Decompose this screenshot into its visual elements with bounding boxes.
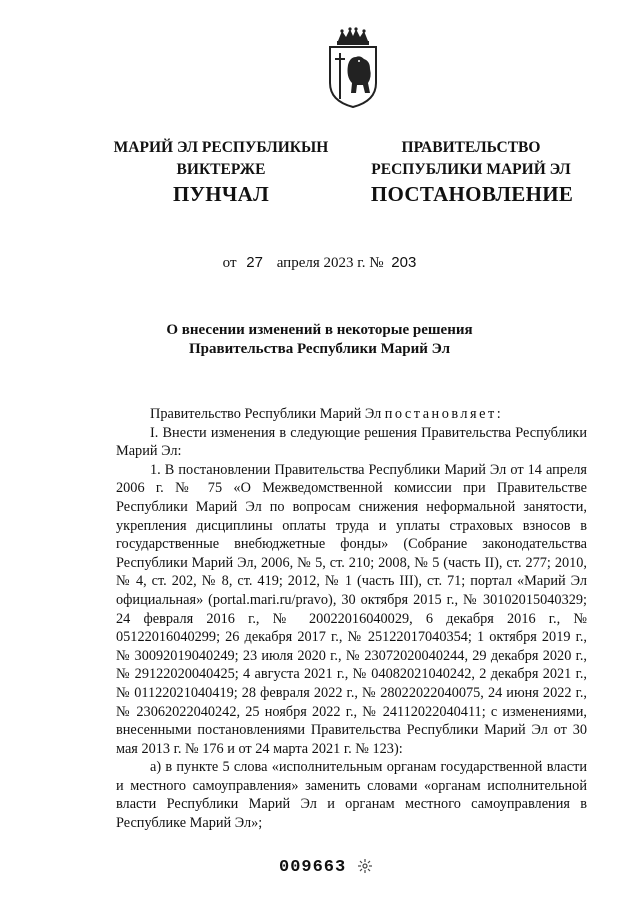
date-day: 27 — [246, 254, 263, 271]
document-number: 203 — [391, 254, 417, 271]
asterisk-stamp-icon — [357, 858, 373, 874]
item-a: а) в пункте 5 слова «исполнительным органам государственной власти и местного самоуправления» заменить словами «органам исполнительной власти Республики Марий Эл и органам местного самоуправления в Республике Марий Эл»; — [116, 759, 587, 832]
preamble-start: Правительство Республики Марий Эл — [150, 406, 385, 422]
coat-of-arms-emblem — [326, 27, 380, 109]
footer-serial-number: 009663 — [279, 858, 347, 877]
doc-type-russian: ПОСТАНОВЛЕНИЕ — [370, 182, 574, 206]
document-subject — [0, 321, 639, 359]
preamble — [116, 405, 587, 424]
date-month-year: апреля 2023 г. № — [276, 255, 384, 271]
doc-type-mari: ПУНЧАЛ — [172, 182, 270, 206]
header-right-line2: РЕСПУБЛИКИ МАРИЙ ЭЛ — [371, 161, 571, 178]
header-left-block — [96, 137, 346, 181]
document-date-line — [0, 254, 639, 272]
subject-line1: О внесении изменений в некоторые решения — [166, 322, 473, 338]
document-body — [116, 405, 587, 833]
date-prefix: от — [222, 255, 237, 271]
header-left-line2: ВИКТЕРЖЕ — [176, 161, 266, 178]
item-1-1: 1. В постановлении Правительства Республики Марий Эл от 14 апреля 2006 г. № 75 «О Межведомственной комиссии при Правительстве Республики Марий Эл по вопросам снижения неформальной занятости, укрепления дисциплины оплаты труда и уплаты страховых взносов в государственные внебюджетные фонды» (Собрание законодательства Республики Марий Эл, 2006, № 5, ст. 210; 2008, № 5 (часть II), ст. 277; 2010, № 4, ст. 202, № 8, ст. 419; 2012, № 1 (часть III), ст. 71; портал «Марий Эл официальная» (portal.mari.ru/pravo), 30 октября 2015 г., № 30102015040329; 24 февраля 2016 г., № 20022016040029, 6 декабря 2016 г., № 05122016040299; 26 декабря 2017 г., № 25122017040354; 1 октября 2019 г., № 30092019040249; 23 июля 2020 г., № 23072020040244, 29 декабря 2020 г., № 29122020040425; 4 августа 2021 г., № 04082021040242, 2 декабря 2021 г., № 01122021040419; 28 февраля 2022 г., № 28022022040075, 24 июня 2022 г., № 23062022040242, 25 ноября 2022 г., № 24112022040411; с изменениями, внесенными постановлениями Правительства Республики Марий Эл от 30 мая 2013 г. № 176 и от 24 марта 2021 г. № 123): — [116, 461, 587, 757]
preamble-verb: постановляет: — [384, 406, 504, 422]
header-left-line1: МАРИЙ ЭЛ РЕСПУБЛИКЫН — [113, 139, 329, 156]
header-right-line1: ПРАВИТЕЛЬСТВО — [401, 139, 541, 156]
header-right-block — [346, 137, 596, 181]
item-1: I. Внести изменения в следующие решения Правительства Республики Марий Эл: — [116, 424, 587, 460]
subject-line2: Правительства Республики Марий Эл — [188, 341, 451, 357]
